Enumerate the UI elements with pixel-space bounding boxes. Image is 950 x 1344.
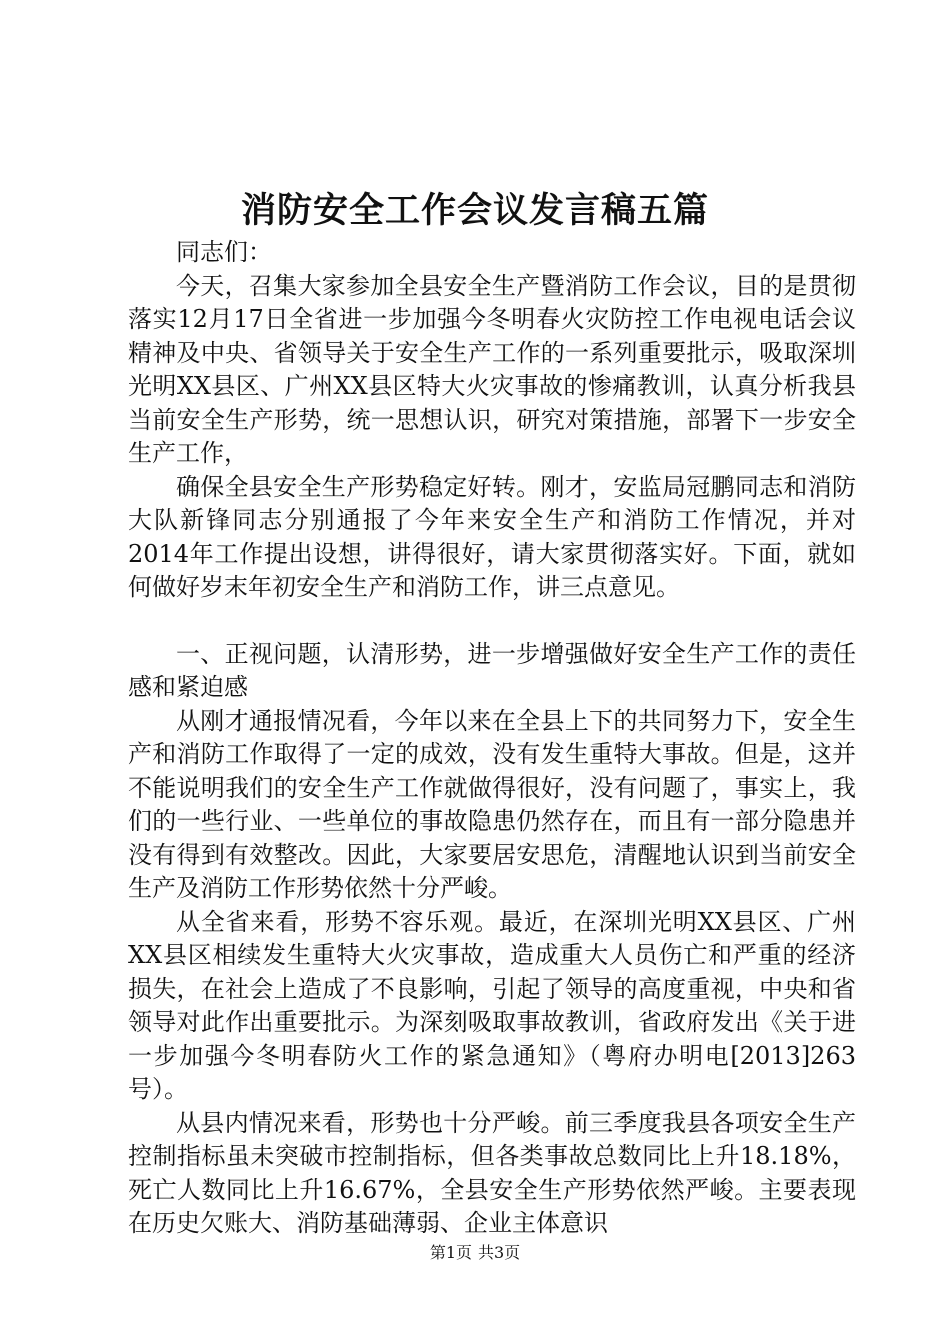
document-body <box>128 236 856 1241</box>
salutation-paragraph: 同志们： <box>176 238 272 266</box>
intro-paragraph: 今天，召集大家参加全县安全生产暨消防工作会议，目的是贯彻落实12月17日全省进一步加强今冬明春火灾防控工作电视电话会议精神及中央、省领导关于安全生产工作的一系列重要批示，吸取深圳光明XX县区、广州XX县区特大火灾事故的惨痛教训，认真分析我县当前安全生产形势，统一思想认识，研究对策措施，部署下一步安全生产工作， <box>128 271 856 467</box>
page-number: 第1页 <box>429 1243 472 1262</box>
body-paragraph: 从县内情况来看，形势也十分严峻。前三季度我县各项安全生产控制指标虽未突破市控制指标，但各类事故总数同比上升18.18%，死亡人数同比上升16.67%，全县安全生产形势依然严峻。主要表现在历史欠账大、消防基础薄弱、企业主体意识 <box>128 1108 856 1237</box>
page-footer <box>0 1242 950 1264</box>
document-title: 消防安全工作会议发言稿五篇 <box>240 190 709 231</box>
section-heading-1: 一、正视问题，认清形势，进一步增强做好安全生产工作的责任感和紧迫感 <box>128 639 856 701</box>
page-total: 共3页 <box>478 1243 521 1262</box>
body-paragraph: 从全省来看，形势不容乐观。最近，在深圳光明XX县区、广州XX县区相续发生重特大火灾事故，造成重大人员伤亡和严重的经济损失，在社会上造成了不良影响，引起了领导的高度重视，中央和省领导对此作出重要批示。为深刻吸取事故教训，省政府发出《关于进一步加强今冬明春防火工作的紧急通知》（粤府办明电[2013]263号）。 <box>128 907 856 1103</box>
body-paragraph: 从刚才通报情况看，今年以来在全县上下的共同努力下，安全生产和消防工作取得了一定的成效，没有发生重特大事故。但是，这并不能说明我们的安全生产工作就做得很好，没有问题了，事实上，我们的一些行业、一些单位的事故隐患仍然存在，而且有一部分隐患并没有得到有效整改。因此，大家要居安思危，清醒地认识到当前安全生产及消防工作形势依然十分严峻。 <box>128 706 856 902</box>
purpose-paragraph: 确保全县安全生产形势稳定好转。刚才，安监局冠鹏同志和消防大队新锋同志分别通报了今年来安全生产和消防工作情况，并对2014年工作提出设想，讲得很好，请大家贯彻落实好。下面，就如何做好岁末年初安全生产和消防工作，讲三点意见。 <box>128 472 856 601</box>
